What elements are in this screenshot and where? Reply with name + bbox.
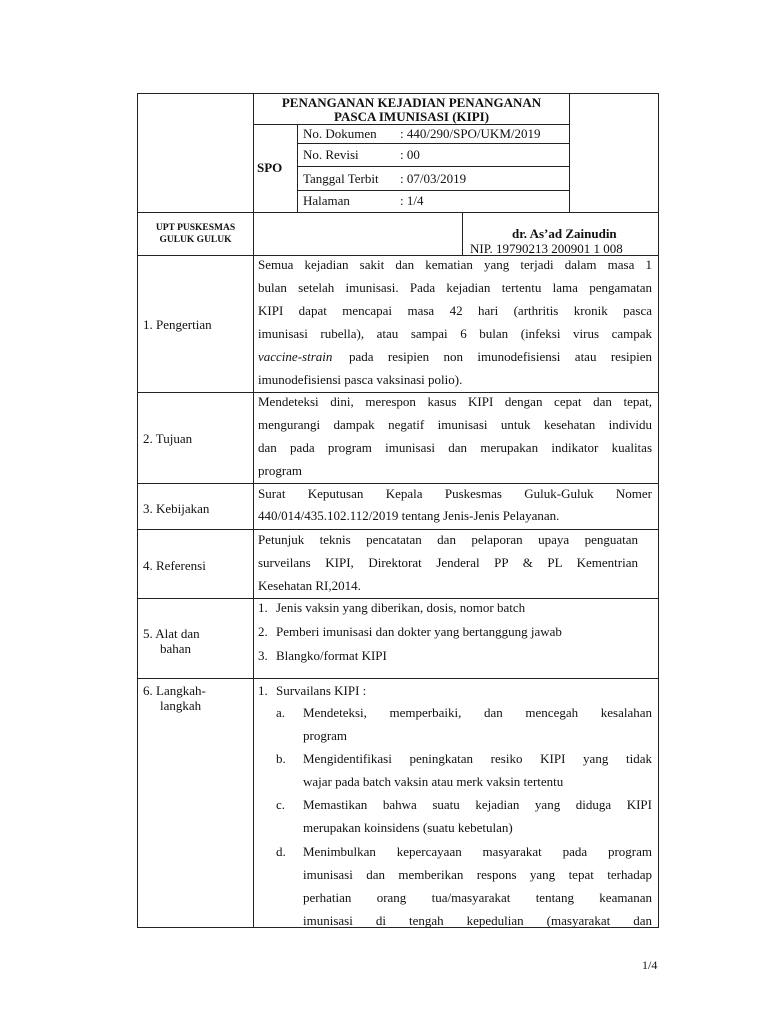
label-langkah-line-1: 6. Langkah- — [143, 683, 206, 698]
list-item-number: 3. — [258, 648, 268, 663]
pengertian-line: imunodefisiensi pasca vaksinasi polio). — [258, 372, 463, 387]
tujuan-line: mengurangi dampak negatif imunisasi untuk kesehatan individu — [258, 417, 652, 432]
sublist-line: Menimbulkan kepercayaan masyarakat pada program — [303, 844, 652, 859]
pengertian-line: imunisasi rubella), atau sampai 6 bulan (infeksi virus campak — [258, 326, 652, 341]
page-number: 1/4 — [642, 958, 658, 972]
list-item: Jenis vaksin yang diberikan, dosis, nomor batch — [276, 600, 526, 615]
label-alat-line-1: 5. Alat dan — [143, 626, 200, 641]
sublist-line: imunisasi dan memberikan respons yang tepat terhadap — [303, 867, 652, 882]
sublist-line: perhatian orang tua/masyarakat tentang keamanan — [303, 890, 652, 905]
referensi-line: Kesehatan RI,2014. — [258, 578, 361, 593]
document-title — [254, 96, 569, 124]
list-item: Survailans KIPI : — [276, 683, 367, 698]
field-label-tanggal-terbit: Tanggal Terbit — [303, 171, 379, 186]
sublist-line: merupakan koinsidens (suatu kebetulan) — [303, 820, 513, 835]
org-line-1: UPT PUSKESMAS — [155, 223, 236, 233]
label-langkah-line-2: langkah — [160, 698, 202, 713]
pengertian-italic-term: vaccine-strain — [258, 349, 333, 364]
sublist-line: imunisasi di tengah kepedulian (masyarakat dan — [303, 913, 652, 928]
referensi-line: surveilans KIPI, Direktorat Jenderal PP & PL Kementrian — [258, 555, 638, 570]
pengertian-line: pada resipien non imunodefisiensi atau resipien — [349, 349, 652, 364]
field-value-no-revisi: : 00 — [400, 147, 420, 162]
org-line-2: GULUK GULUK — [159, 235, 232, 245]
kebijakan-line: 440/014/435.102.112/2019 tentang Jenis-Jenis Pelayanan. — [258, 508, 560, 523]
field-label-halaman: Halaman — [303, 193, 350, 208]
list-item-number: 1. — [258, 683, 268, 698]
label-pengertian: 1. Pengertian — [143, 317, 212, 332]
label-alat-line-2: bahan — [160, 641, 192, 656]
referensi-line: Petunjuk teknis pencatatan dan pelaporan upaya penguatan — [258, 532, 638, 547]
list-item: Pemberi imunisasi dan dokter yang bertanggung jawab — [276, 624, 562, 639]
signer-nip: NIP. 19790213 200901 1 008 — [470, 241, 623, 256]
field-value-no-dokumen: : 440/290/SPO/UKM/2019 — [400, 126, 541, 141]
field-label-no-revisi: No. Revisi — [303, 147, 359, 162]
tujuan-line: Mendeteksi dini, merespon kasus KIPI dengan cepat dan tepat, — [258, 394, 652, 409]
sublist-line: Memastikan bahwa suatu kejadian yang diduga KIPI — [303, 797, 652, 812]
sublist-line: program — [303, 728, 348, 743]
organization-name — [138, 222, 253, 246]
list-item-number: 2. — [258, 624, 268, 639]
sublist-letter: c. — [276, 797, 286, 812]
label-referensi: 4. Referensi — [143, 558, 206, 573]
kebijakan-line: Surat Keputusan Kepala Puskesmas Guluk-Guluk Nomer — [258, 486, 652, 501]
spo-label: SPO — [257, 160, 283, 175]
list-item: Blangko/format KIPI — [276, 648, 387, 663]
list-item-number: 1. — [258, 600, 268, 615]
field-label-no-dokumen: No. Dokumen — [303, 126, 377, 141]
title-line-2: PASCA IMUNISASI (KIPI) — [333, 109, 490, 124]
title-line-1: PENANGANAN KEJADIAN PENANGANAN — [281, 95, 542, 110]
pengertian-line: KIPI dapat mencapai masa 42 hari (arthritis kronik pasca — [258, 303, 652, 318]
field-value-halaman: : 1/4 — [400, 193, 424, 208]
sublist-letter: d. — [276, 844, 286, 859]
label-kebijakan: 3. Kebijakan — [143, 501, 210, 516]
tujuan-line: program — [258, 463, 303, 478]
pengertian-line: bulan setelah imunisasi. Pada kejadian tertentu lama pengamatan — [258, 280, 652, 295]
sublist-line: wajar pada batch vaksin atau merk vaksin tertentu — [303, 774, 564, 789]
sublist-letter: b. — [276, 751, 286, 766]
sublist-letter: a. — [276, 705, 286, 720]
signer-name: dr. As’ad Zainudin — [512, 226, 617, 241]
sublist-line: Mendeteksi, memperbaiki, dan mencegah kesalahan — [303, 705, 652, 720]
label-tujuan: 2. Tujuan — [143, 431, 193, 446]
sublist-line: Mengidentifikasi peningkatan resiko KIPI yang tidak — [303, 751, 652, 766]
field-value-tanggal-terbit: : 07/03/2019 — [400, 171, 467, 186]
pengertian-line: Semua kejadian sakit dan kematian yang terjadi dalam masa 1 — [258, 257, 652, 272]
tujuan-line: dan pada program imunisasi dan merupakan indikator kualitas — [258, 440, 652, 455]
